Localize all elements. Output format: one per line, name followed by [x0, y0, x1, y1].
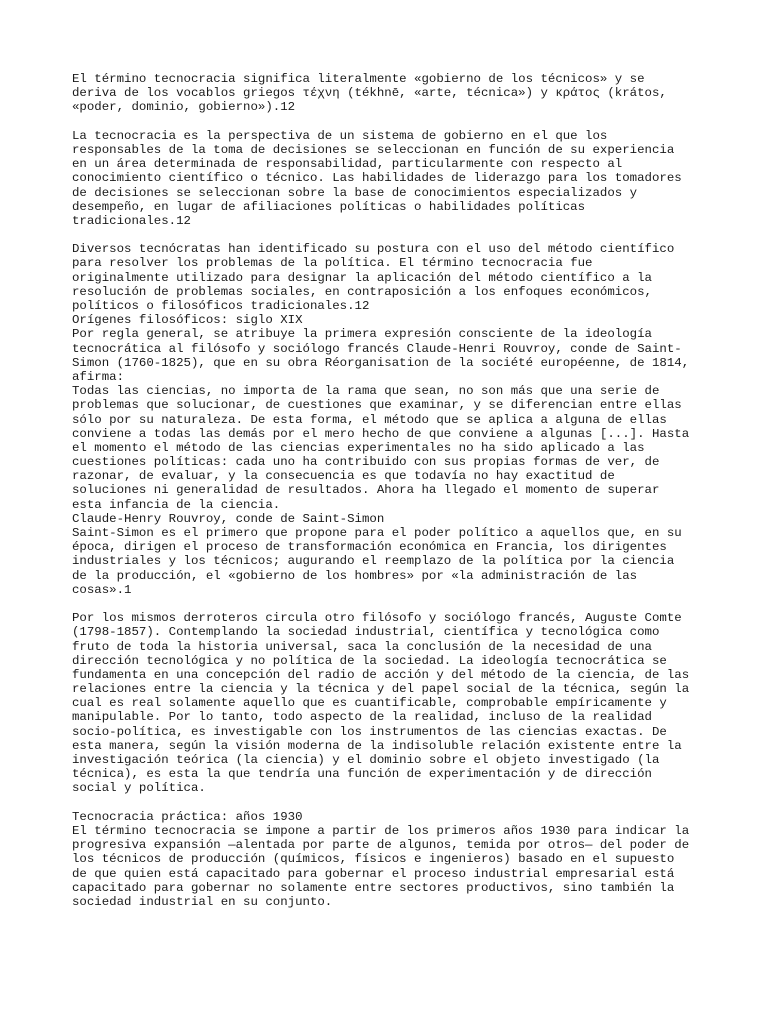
text-line: Saint-Simon es el primero que propone para el poder político a aquellos que, en su — [72, 526, 682, 540]
text-line: industriales y los técnicos; augurando el reemplazo de la política por la ciencia — [72, 554, 675, 569]
text-line: Orígenes filosóficos: siglo XIX — [72, 313, 303, 328]
text-line: manipulable. Por lo tanto, todo aspecto de la realidad, incluso de la realidad — [72, 710, 652, 725]
blank-line — [72, 796, 712, 810]
text-line: en un área determinada de responsabilidad, particularmente con respecto al — [72, 157, 623, 172]
text-line: de decisiones se seleccionan sobre la base de conocimientos especializados y — [72, 185, 638, 200]
text-line: de la producción, el «gobierno de los hombres» por «la administración de las — [72, 568, 638, 583]
text-line: responsables de la toma de decisiones se seleccionan en función de su experiencia — [72, 142, 675, 157]
text-line: capacitado para gobernar no solamente entre sectores productivos, sino también la — [72, 880, 675, 895]
text-line: esta infancia de la ciencia. — [72, 497, 281, 512]
text-line: deriva de los vocablos griegos τέχνη (tékhnē, «arte, técnica») y κράτος (krátos, — [72, 86, 667, 101]
text-line: para resolver los problemas de la política. El término tecnocracia fue — [72, 256, 593, 271]
text-line: Todas las ciencias, no importa de la rama que sean, no son más que una serie de — [72, 384, 660, 399]
text-line: desempeño, en lugar de afiliaciones políticas o habilidades políticas — [72, 199, 586, 214]
text-line: Por los mismos derroteros circula otro filósofo y sociólogo francés, Auguste Comte — [72, 611, 682, 626]
text-line: cuestiones políticas: cada uno ha contribuido con sus propias formas de ver, de — [72, 455, 660, 470]
text-line: originalmente utilizado para designar la aplicación del método científico a la — [72, 270, 652, 285]
document-page — [72, 72, 712, 909]
text-line: Claude-Henry Rouvroy, conde de Saint-Simon — [72, 511, 385, 526]
text-line: los técnicos de producción (químicos, físicos e ingenieros) basado en el supuesto — [72, 852, 675, 867]
text-line: Por regla general, se atribuye la primera expresión consciente de la ideología — [72, 327, 652, 342]
blank-line — [72, 597, 712, 611]
text-line: conocimiento científico o técnico. Las habilidades de liderazgo para los tomadores — [72, 171, 682, 186]
text-line: soluciones ni generalidad de resultados. Ahora ha llegado el momento de superar — [72, 483, 660, 498]
text-line: políticos o filosóficos tradicionales.12 — [72, 299, 370, 313]
text-line: técnica), es esta la que tendría una función de experimentación y de dirección — [72, 767, 652, 782]
text-line: cual es real solamente aquello que es cuantificable, comprobable empíricamente y — [72, 696, 667, 711]
text-line: cosas».1 — [72, 582, 132, 597]
text-line: socio-política, es investigable con los instrumentos de las ciencias exactas. De — [72, 724, 667, 739]
text-line: razonar, de evaluar, y la consecuencia es que todavía no hay exactitud de — [72, 469, 615, 484]
text-line: problemas que solucionar, de cuestiones que examinar, y se diferencian entre ellas — [72, 398, 682, 413]
text-line: esta manera, según la visión moderna de la indisoluble relación existente entre la — [72, 738, 682, 753]
text-line: fruto de toda la historia universal, saca la conclusión de la necesidad de una — [72, 639, 652, 654]
text-line: el momento el método de las ciencias experimentales no ha sido aplicado a las — [72, 440, 645, 455]
text-line: Simon (1760-1825), que en su obra Réorganisation de la société européenne, de 1814, — [72, 355, 690, 370]
text-line: social y política. — [72, 781, 206, 796]
text-line: fundamenta en una concepción del radio de acción y del método de la ciencia, de las — [72, 667, 690, 682]
text-line: tecnocrática al filósofo y sociólogo francés Claude-Henri Rouvroy, conde de Saint- — [72, 341, 682, 356]
text-line: conviene a todas las demás por el mero hecho de que conviene a algunas [...]. Hasta — [72, 426, 690, 441]
blank-line — [72, 115, 712, 129]
text-line: La tecnocracia es la perspectiva de un sistema de gobierno en el que los — [72, 128, 608, 143]
text-line: sólo por su naturaleza. De esta forma, el método que se aplica a alguna de ellas — [72, 412, 667, 427]
text-line: sociedad industrial en su conjunto. — [72, 894, 333, 909]
text-line: afirma: — [72, 369, 125, 384]
text-line: Diversos tecnócratas han identificado su postura con el uso del método científico — [72, 242, 675, 257]
text-line: relaciones entre la ciencia y la técnica y del papel social de la técnica, según la — [72, 682, 690, 697]
text-line: El término tecnocracia significa literalmente «gobierno de los técnicos» y se — [72, 72, 645, 86]
text-line: Tecnocracia práctica: años 1930 — [72, 809, 303, 824]
text-line: dirección tecnológica y no política de la sociedad. La ideología tecnocrática se — [72, 653, 667, 668]
text-line: investigación teórica (la ciencia) y el dominio sobre el objeto investigado (la — [72, 753, 660, 767]
text-line: progresiva expansión —alentada por parte de algunos, temida por otros— del poder de — [72, 838, 690, 853]
text-line: El término tecnocracia se impone a partir de los primeros años 1930 para indicar la — [72, 823, 690, 838]
text-line: (1798-1857). Contemplando la sociedad industrial, científica y tecnológica como — [72, 625, 660, 640]
text-line: tradicionales.12 — [72, 213, 191, 228]
blank-line — [72, 228, 712, 242]
text-line: época, dirigen el proceso de transformación económica en Francia, los dirigentes — [72, 540, 667, 555]
text-line: «poder, dominio, gobierno»).12 — [72, 100, 296, 115]
text-line: resolución de problemas sociales, en contraposición a los enfoques económicos, — [72, 284, 652, 299]
text-line: de que quien está capacitado para gobernar el proceso industrial empresarial está — [72, 866, 675, 881]
